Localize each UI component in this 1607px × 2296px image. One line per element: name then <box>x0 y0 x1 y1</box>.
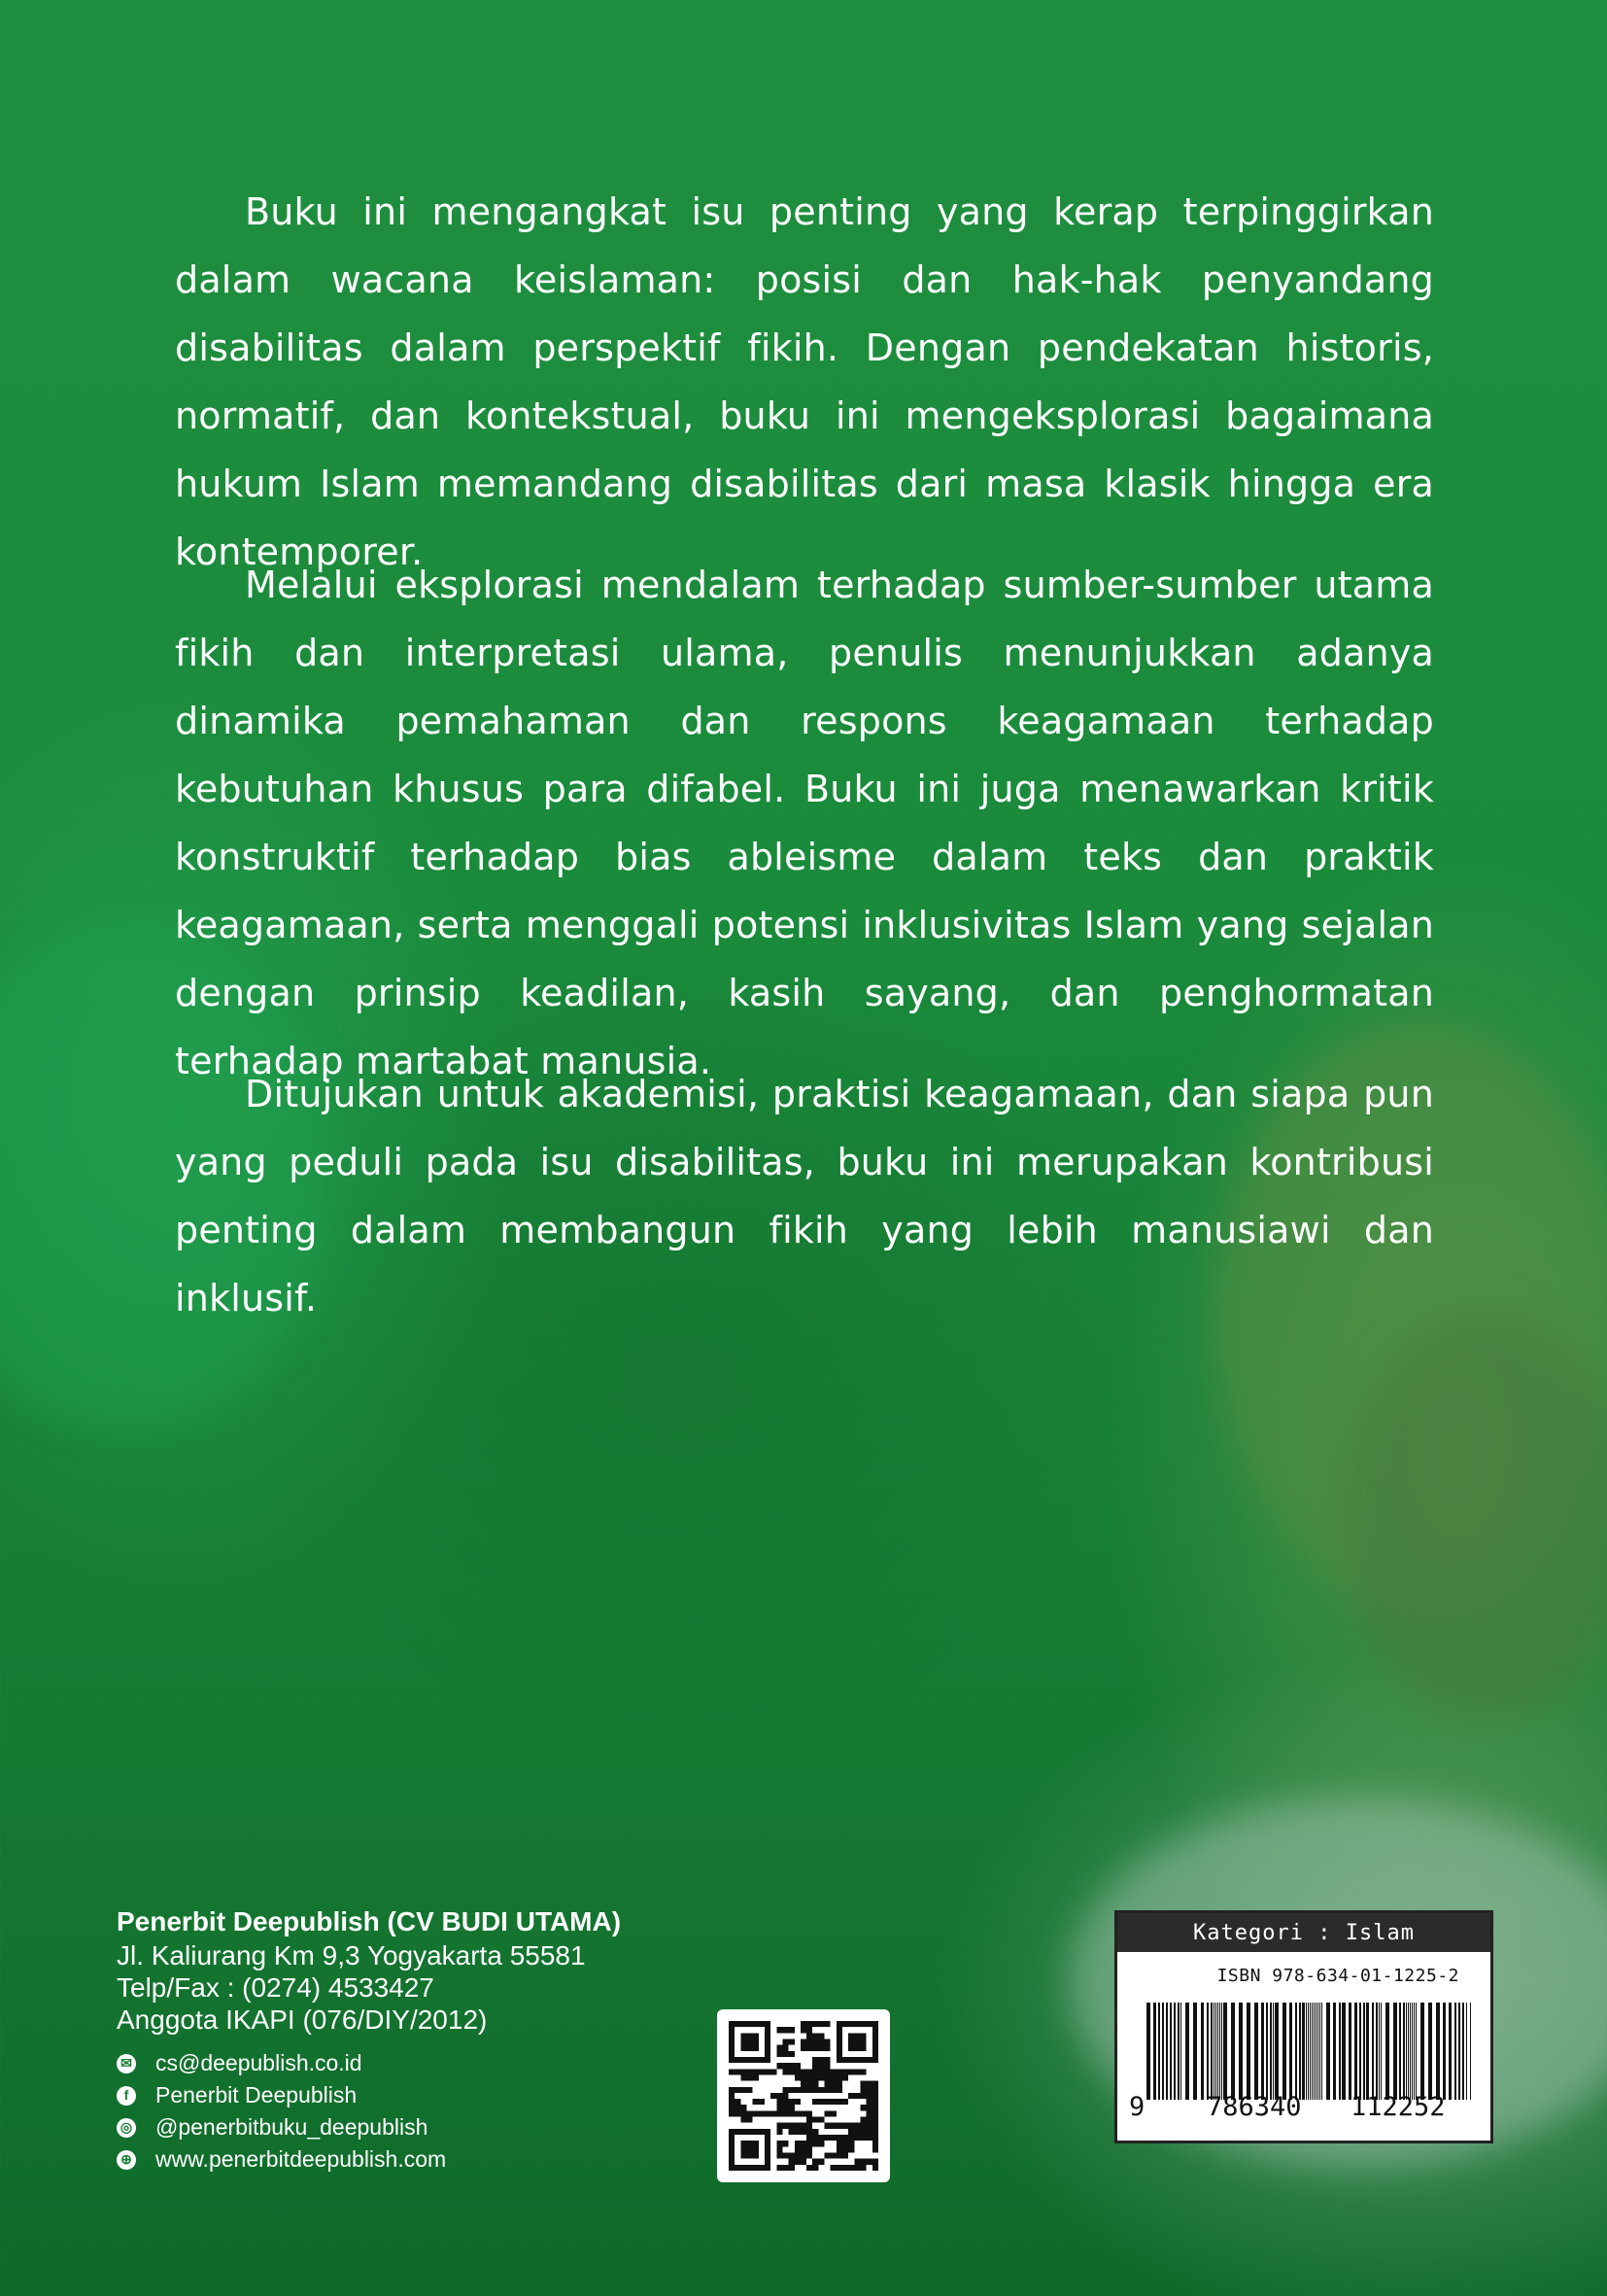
publisher-info <box>117 1904 621 2176</box>
contact-facebook-text: Penerbit Deepublish <box>155 2082 358 2108</box>
back-cover-blurb <box>175 178 1434 586</box>
email-icon: ✉ <box>117 2054 136 2073</box>
publisher-member: Anggota IKAPI (076/DIY/2012) <box>117 2005 488 2035</box>
contact-instagram-text: @penerbitbuku_deepublish <box>155 2114 428 2140</box>
contact-email-text: cs@deepublish.co.id <box>155 2050 362 2075</box>
qr-code <box>717 2009 890 2182</box>
back-cover-blurb-2 <box>175 551 1434 1095</box>
barcode-digits-left: 786340 <box>1207 2092 1302 2122</box>
isbn-text: ISBN 978-634-01-1225-2 <box>1216 1966 1459 1986</box>
contact-website-text: www.penerbitdeepublish.com <box>155 2146 447 2172</box>
publisher-contacts <box>117 2047 621 2176</box>
back-cover-blurb-3 <box>175 1060 1434 1332</box>
contact-website <box>117 2143 621 2176</box>
contact-instagram <box>117 2111 621 2143</box>
barcode-icon <box>1146 2003 1471 2100</box>
facebook-icon: f <box>117 2086 136 2106</box>
barcode-digit-first: 9 <box>1129 2092 1145 2122</box>
blurb-paragraph-2: Melalui eksplorasi mendalam terhadap sumber-sumber utama fikih dan interpretasi ulama, penulis menunjukkan adanya dinamika pemahaman dan respons keagamaan terhadap kebutuhan khusus para difabel. Buku ini juga menawarkan kritik konstruktif terhadap bias ableisme dalam teks dan praktik keagamaan, serta menggali potensi inklusivitas Islam yang sejalan dengan prinsip keadilan, kasih sayang, dan penghormatan terhadap martabat manusia. <box>175 564 1434 1082</box>
contact-facebook <box>117 2079 621 2111</box>
publisher-name: Penerbit Deepublish (CV BUDI UTAMA) <box>117 1906 622 1936</box>
barcode-digits-right: 112252 <box>1351 2092 1446 2122</box>
contact-email <box>117 2047 621 2079</box>
instagram-icon: ◎ <box>117 2118 136 2138</box>
isbn-barcode <box>1114 1910 1493 2143</box>
blurb-paragraph-3: Ditujukan untuk akademisi, praktisi keagamaan, dan siapa pun yang peduli pada isu disabilitas, buku ini merupakan kontribusi penting dalam membangun fikih yang lebih manusiawi dan inklusif. <box>175 1073 1434 1319</box>
publisher-address: Jl. Kaliurang Km 9,3 Yogyakarta 55581 <box>117 1940 586 1970</box>
qr-code-icon <box>729 2021 878 2171</box>
category-label: Kategori : Islam <box>1117 1913 1490 1952</box>
blurb-paragraph-1: Buku ini mengangkat isu penting yang kerap terpinggirkan dalam wacana keislaman: posisi dan hak-hak penyandang disabilitas dalam perspektif fikih. Dengan pendekatan historis, normatif, dan kontekstual, buku ini mengeksplorasi bagaimana hukum Islam memandang disabilitas dari masa klasik hingga era kontemporer. <box>175 190 1434 573</box>
publisher-phone: Telp/Fax : (0274) 4533427 <box>117 1972 434 2003</box>
globe-icon: ⊕ <box>117 2150 136 2170</box>
